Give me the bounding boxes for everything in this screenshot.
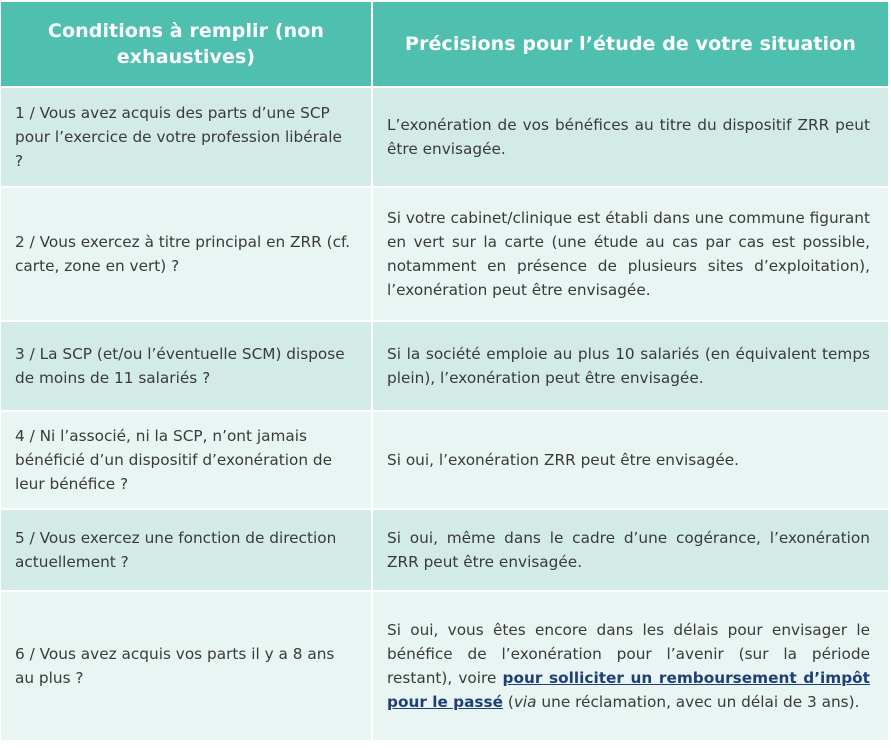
table-row (1, 322, 890, 412)
conditions-sheet (1, 2, 890, 744)
table-row (1, 412, 890, 510)
detail-cell: L’exonération de vos bénéfices au titre du dispositif ZRR peut être envisagée. (373, 88, 890, 188)
table-row (1, 510, 890, 592)
detail-text: ( (503, 693, 514, 711)
condition-cell: 4 / Ni l’associé, ni la SCP, n’ont jamais bénéficié d’un dispositif d’exonération de leur bénéfice ? (1, 412, 373, 510)
detail-text: une réclamation, avec un délai de 3 ans). (536, 693, 860, 711)
detail-cell (373, 592, 890, 742)
table-row (1, 88, 890, 188)
condition-cell: 1 / Vous avez acquis des parts d’une SCP pour l’exercice de votre profession libérale ? (1, 88, 373, 188)
conditions-table (1, 2, 890, 742)
condition-cell: 2 / Vous exercez à titre principal en ZRR (cf. carte, zone en vert) ? (1, 188, 373, 322)
condition-cell: 6 / Vous avez acquis vos parts il y a 8 ans au plus ? (1, 592, 373, 742)
detail-cell: Si oui, même dans le cadre d’une cogérance, l’exonération ZRR peut être envisagée. (373, 510, 890, 592)
header-precisions: Précisions pour l’étude de votre situation (373, 2, 890, 88)
header-conditions: Conditions à remplir (non exhaustives) (1, 2, 373, 88)
detail-cell: Si votre cabinet/clinique est établi dans une commune figurant en vert sur la carte (une étude au cas par cas est possible, notamment en présence de plusieurs sites d’exploitation), l’exonération peut être envisagée. (373, 188, 890, 322)
refund-link[interactable]: pour solliciter un remboursement d’impôt pour le passé (387, 669, 870, 711)
detail-text: Si oui, vous êtes encore dans les délais pour envisager le bénéfice de l’exonération pour l’avenir (sur la période restant), voire (387, 621, 870, 687)
table-row (1, 188, 890, 322)
detail-cell: Si la société emploie au plus 10 salariés (en équivalent temps plein), l’exonération peut être envisagée. (373, 322, 890, 412)
detail-cell: Si oui, l’exonération ZRR peut être envisagée. (373, 412, 890, 510)
condition-cell: 5 / Vous exercez une fonction de direction actuellement ? (1, 510, 373, 592)
table-header-row (1, 2, 890, 88)
detail-italic-text: via (513, 693, 537, 711)
condition-cell: 3 / La SCP (et/ou l’éventuelle SCM) dispose de moins de 11 salariés ? (1, 322, 373, 412)
table-row (1, 592, 890, 742)
